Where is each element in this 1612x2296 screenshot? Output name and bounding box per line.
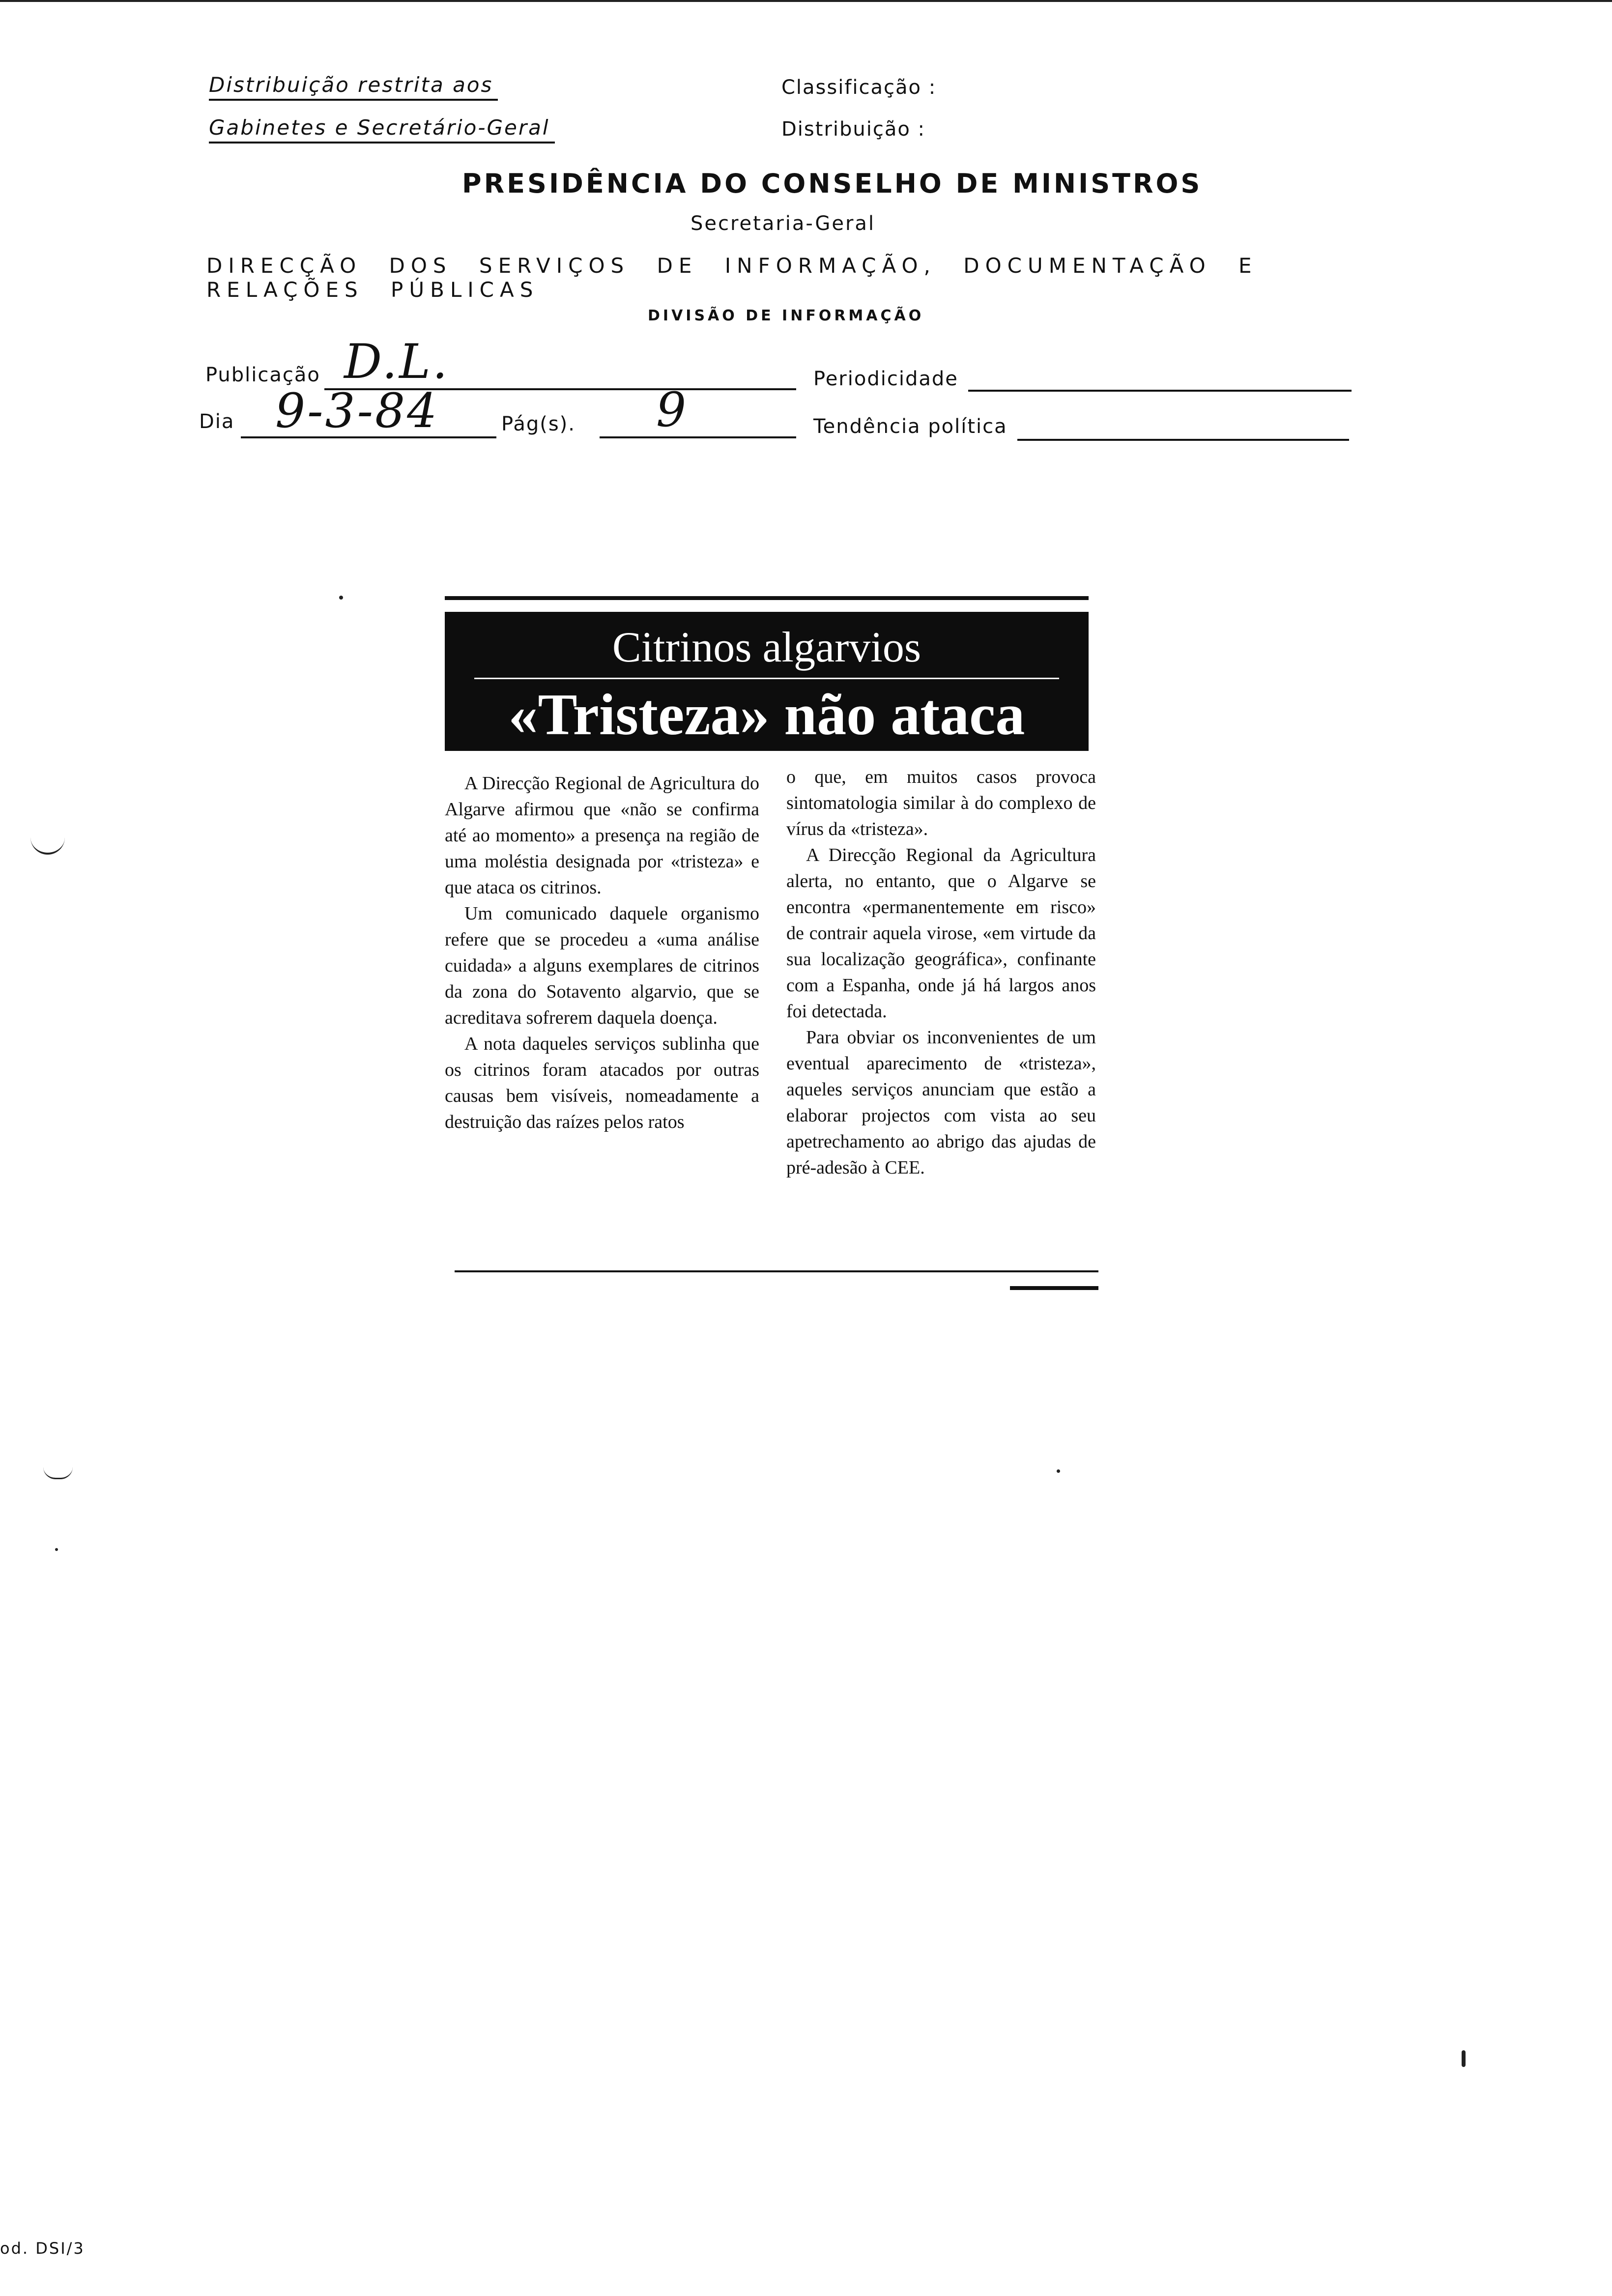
left-paragraph-2: Um comunicado daquele organismo refere que se procedeu a «uma análise cuidada» a alguns exemplares de citrinos da zona do Sotavento algarvio, que se acreditava sofrerem daquela doença. bbox=[445, 903, 759, 1028]
clipping-left-column bbox=[445, 771, 759, 1135]
scan-speck bbox=[339, 596, 343, 600]
scan-mark bbox=[1462, 2050, 1466, 2067]
left-paragraph-1: A Direcção Regional de Agricultura do Algarve afirmou que «não se confirma até ao momento» a presença na região de uma moléstia designada por «tristeza» e que ataca os citrinos. bbox=[445, 773, 759, 898]
publication-handwritten-value: D.L. bbox=[344, 334, 450, 389]
clipping-top-rule bbox=[445, 596, 1089, 600]
political-tendency-label: Tendência política bbox=[813, 415, 1008, 438]
form-code: od. DSI/3 bbox=[0, 2239, 85, 2258]
right-paragraph-2: A Direcção Regional da Agricultura alerta, no entanto, que o Algarve se encontra «permanentemente em risco» de contrair aquela virose, «em virtude da sua localização geográfica», confinante com a Espanha, onde já há largos anos foi detectada. bbox=[786, 845, 1096, 1022]
pages-underline bbox=[600, 436, 796, 438]
political-tendency-underline bbox=[1017, 439, 1349, 441]
clipping-headline: «Tristeza» não ataca bbox=[508, 682, 1025, 747]
day-handwritten-value: 9-3-84 bbox=[275, 383, 439, 438]
scan-speck bbox=[1057, 1469, 1060, 1473]
punch-hole-mark bbox=[30, 828, 65, 855]
distribution-restriction-line2: Gabinetes e Secretário-Geral bbox=[209, 115, 550, 140]
clipping-bottom-rule bbox=[455, 1270, 1098, 1272]
distribution-restriction-line1: Distribuição restrita aos bbox=[209, 73, 493, 97]
top-border-rule bbox=[0, 0, 1612, 2]
directorate-name: DIRECÇÃO DOS SERVIÇOS DE INFORMAÇÃO, DOCUMENTAÇÃO E RELAÇÕES PÚBLICAS bbox=[206, 254, 1258, 302]
right-paragraph-3: Para obviar os inconvenientes de um eventual aparecimento de «tristeza», aqueles serviços anunciam que estão a elaborar projectos com vista ao seu apetrechamento ao abrigo das ajudas de pré-adesão à CEE. bbox=[786, 1027, 1096, 1178]
pages-label: Pág(s). bbox=[501, 413, 576, 435]
periodicity-underline bbox=[968, 390, 1352, 392]
left-paragraph-3: A nota daqueles serviços sublinha que os citrinos foram atacados por outras causas bem visíveis, nomeadamente a destruição das raízes pelos ratos bbox=[445, 1033, 759, 1132]
publication-label: Publicação bbox=[205, 364, 320, 386]
day-label: Dia bbox=[199, 410, 235, 433]
kicker-underline bbox=[474, 678, 1059, 679]
periodicity-label: Periodicidade bbox=[813, 368, 958, 390]
clipping-bottom-stub-rule bbox=[1010, 1286, 1098, 1290]
classification-label: Classificação : bbox=[781, 76, 937, 99]
distribution-label: Distribuição : bbox=[781, 118, 926, 141]
org-title: PRESIDÊNCIA DO CONSELHO DE MINISTROS bbox=[462, 168, 1203, 199]
scan-speck bbox=[55, 1548, 58, 1551]
pages-handwritten-value: 9 bbox=[656, 382, 689, 437]
clipping-kicker: Citrinos algarvios bbox=[612, 624, 921, 671]
punch-hole-mark bbox=[43, 1467, 73, 1479]
division-name: DIVISÃO DE INFORMAÇÃO bbox=[648, 307, 924, 324]
org-subtitle: Secretaria-Geral bbox=[691, 212, 876, 235]
right-paragraph-1: o que, em muitos casos provoca sintomatologia similar à do complexo de vírus da «tristeza». bbox=[786, 767, 1096, 839]
clipping-headline-box bbox=[445, 612, 1089, 751]
clipping-right-column bbox=[786, 764, 1096, 1181]
